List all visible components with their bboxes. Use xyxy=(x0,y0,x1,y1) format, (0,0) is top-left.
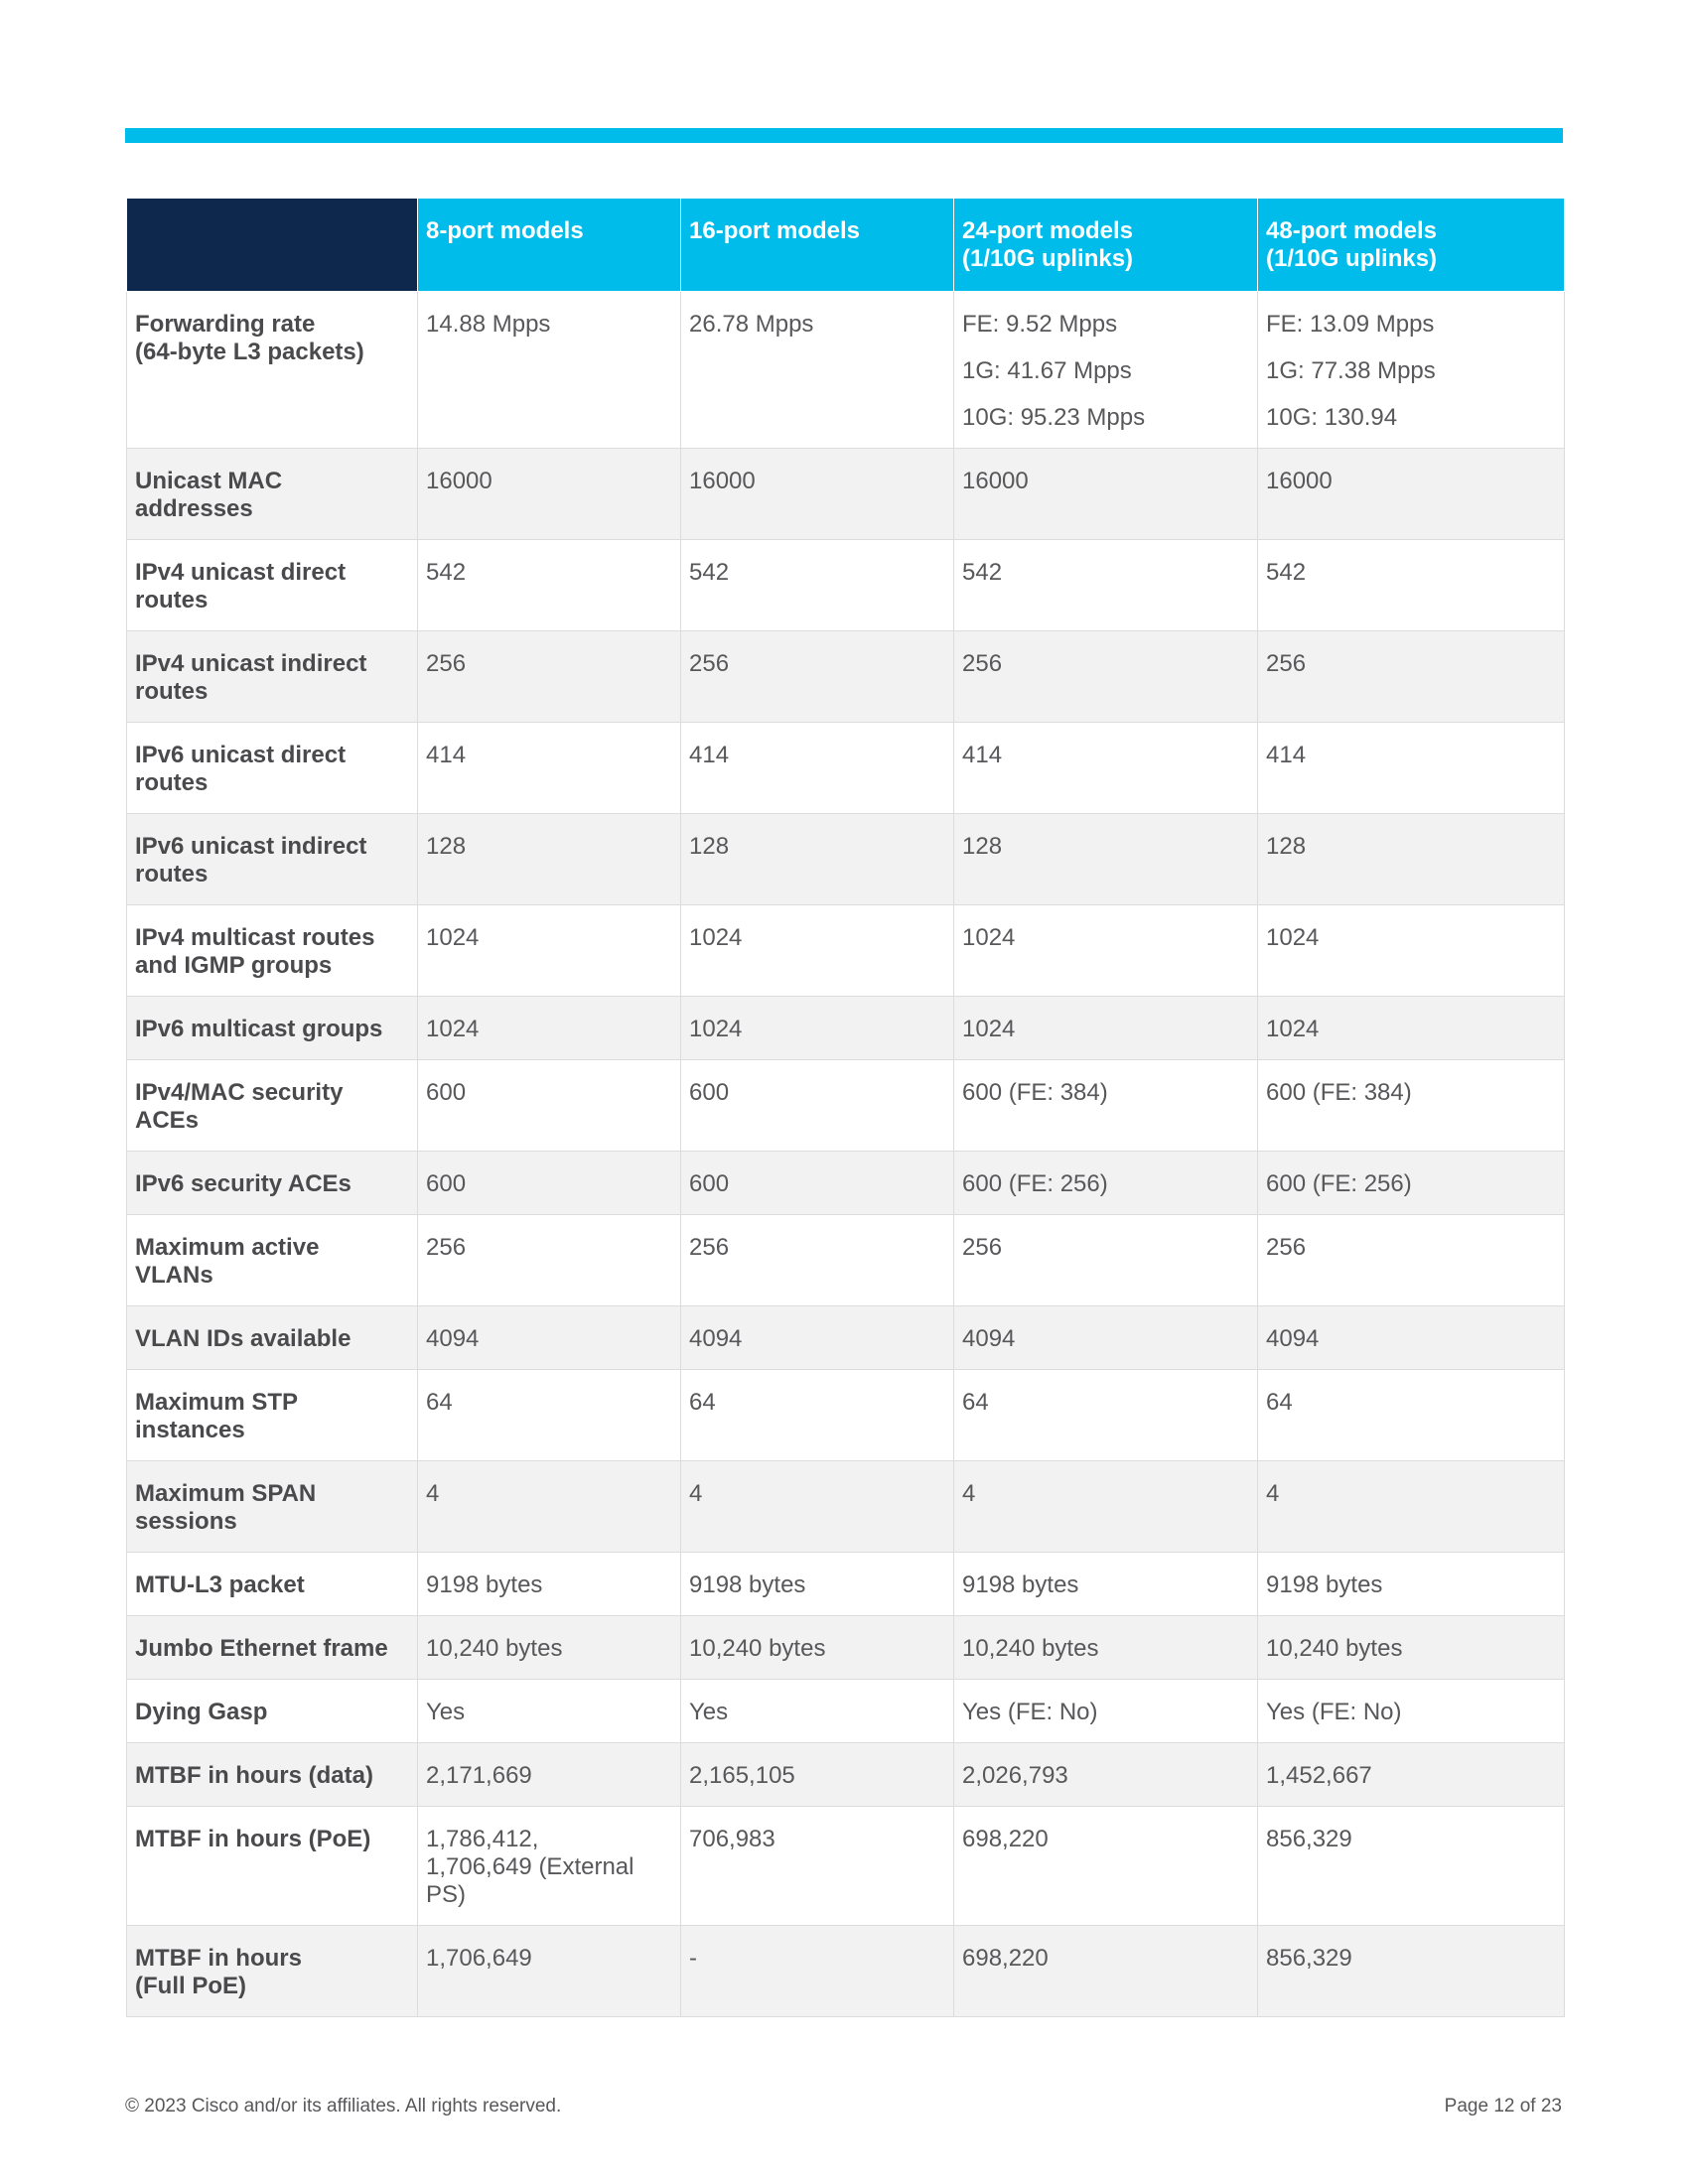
cell-value: 128 xyxy=(1258,814,1565,905)
header-8-port: 8-port models xyxy=(418,199,681,292)
cell-value: 414 xyxy=(1258,723,1565,814)
cell-value: 414 xyxy=(681,723,954,814)
row-label: MTBF in hours (data) xyxy=(127,1743,418,1807)
cell-value: 2,171,669 xyxy=(418,1743,681,1807)
table-row xyxy=(127,814,1565,905)
cell-value: 9198 bytes xyxy=(954,1553,1258,1616)
cell-value: 600 xyxy=(418,1152,681,1215)
cell-value: 14.88 Mpps xyxy=(418,292,681,449)
table-row xyxy=(127,723,1565,814)
cell-value: 1,452,667 xyxy=(1258,1743,1565,1807)
table-row xyxy=(127,1807,1565,1926)
cell-value: 9198 bytes xyxy=(418,1553,681,1616)
cell-value: 698,220 xyxy=(954,1926,1258,2017)
table-row xyxy=(127,1461,1565,1553)
cell-value: 2,026,793 xyxy=(954,1743,1258,1807)
table-row xyxy=(127,905,1565,997)
table-row xyxy=(127,1370,1565,1461)
row-label-forwarding-rate: Forwarding rate (64-byte L3 packets) xyxy=(127,292,418,449)
cell-value: 64 xyxy=(1258,1370,1565,1461)
row-label: IPv4 unicast direct routes xyxy=(127,540,418,631)
row-label: IPv6 security ACEs xyxy=(127,1152,418,1215)
cell-value: 4094 xyxy=(954,1306,1258,1370)
cell-line-fe: FE: 13.09 Mpps xyxy=(1266,311,1435,338)
cell-value: 10,240 bytes xyxy=(1258,1616,1565,1680)
cell-value: 4094 xyxy=(1258,1306,1565,1370)
cell-value: 9198 bytes xyxy=(681,1553,954,1616)
row-label: IPv4 unicast indirect routes xyxy=(127,631,418,723)
cell-value: 256 xyxy=(954,631,1258,723)
cell-value: 542 xyxy=(418,540,681,631)
row-label: Maximum STP instances xyxy=(127,1370,418,1461)
cell-value: 856,329 xyxy=(1258,1926,1565,2017)
table-row xyxy=(127,540,1565,631)
table-row xyxy=(127,1680,1565,1743)
cell-value: 856,329 xyxy=(1258,1807,1565,1926)
cell-value: 4 xyxy=(1258,1461,1565,1553)
cell-value: 4 xyxy=(418,1461,681,1553)
cell-value: 4 xyxy=(681,1461,954,1553)
cell-value: 600 xyxy=(681,1060,954,1152)
spec-table xyxy=(126,198,1565,2017)
table-row xyxy=(127,1743,1565,1807)
table-row xyxy=(127,449,1565,540)
table-row xyxy=(127,1616,1565,1680)
row-label: IPv6 unicast direct routes xyxy=(127,723,418,814)
row-label: IPv6 multicast groups xyxy=(127,997,418,1060)
header-16-port: 16-port models xyxy=(681,199,954,292)
row-label: Maximum active VLANs xyxy=(127,1215,418,1306)
cell-value: 64 xyxy=(681,1370,954,1461)
cell-value: 706,983 xyxy=(681,1807,954,1926)
top-accent-bar xyxy=(125,128,1563,143)
row-label: Dying Gasp xyxy=(127,1680,418,1743)
row-label: Jumbo Ethernet frame xyxy=(127,1616,418,1680)
cell-value: 542 xyxy=(1258,540,1565,631)
cell-value: 600 (FE: 256) xyxy=(954,1152,1258,1215)
cell-value: 1024 xyxy=(1258,997,1565,1060)
cell-value: 414 xyxy=(418,723,681,814)
cell-line-1g: 1G: 77.38 Mpps xyxy=(1266,357,1436,384)
table-row xyxy=(127,631,1565,723)
cell-value: 698,220 xyxy=(954,1807,1258,1926)
row-label: IPv4/MAC security ACEs xyxy=(127,1060,418,1152)
cell-value: Yes xyxy=(418,1680,681,1743)
cell-value: 256 xyxy=(1258,1215,1565,1306)
cell-value: 4 xyxy=(954,1461,1258,1553)
cell-value: 9198 bytes xyxy=(1258,1553,1565,1616)
cell-value: 16000 xyxy=(1258,449,1565,540)
cell-line-10g: 10G: 95.23 Mpps xyxy=(962,404,1146,431)
cell-value: 16000 xyxy=(681,449,954,540)
header-row xyxy=(127,199,1565,292)
cell-value: 600 (FE: 384) xyxy=(1258,1060,1565,1152)
header-corner xyxy=(127,199,418,292)
cell-value: 1024 xyxy=(954,905,1258,997)
cell-value: 1024 xyxy=(418,997,681,1060)
cell-value: 4094 xyxy=(681,1306,954,1370)
cell-line-1g: 1G: 41.67 Mpps xyxy=(962,357,1132,384)
cell-value: Yes xyxy=(681,1680,954,1743)
cell-value: 26.78 Mpps xyxy=(681,292,954,449)
cell-value: 1024 xyxy=(1258,905,1565,997)
cell-value: 600 xyxy=(418,1060,681,1152)
table-row xyxy=(127,997,1565,1060)
table-row xyxy=(127,1553,1565,1616)
cell-value-multiline xyxy=(954,292,1258,449)
cell-value: 256 xyxy=(681,631,954,723)
header-24-port: 24-port models (1/10G uplinks) xyxy=(954,199,1258,292)
cell-value: 600 (FE: 256) xyxy=(1258,1152,1565,1215)
cell-value: Yes (FE: No) xyxy=(954,1680,1258,1743)
cell-value: 600 xyxy=(681,1152,954,1215)
cell-value: 16000 xyxy=(418,449,681,540)
table-row xyxy=(127,1060,1565,1152)
cell-value: 256 xyxy=(681,1215,954,1306)
cell-value: Yes (FE: No) xyxy=(1258,1680,1565,1743)
cell-value: 10,240 bytes xyxy=(681,1616,954,1680)
cell-value: 64 xyxy=(418,1370,681,1461)
cell-value: - xyxy=(681,1926,954,2017)
cell-value: 600 (FE: 384) xyxy=(954,1060,1258,1152)
cell-value: 128 xyxy=(954,814,1258,905)
cell-value-multiline xyxy=(1258,292,1565,449)
cell-value: 1024 xyxy=(418,905,681,997)
cell-value: 10,240 bytes xyxy=(954,1616,1258,1680)
table-row xyxy=(127,1152,1565,1215)
cell-value: 1,706,649 xyxy=(418,1926,681,2017)
table-row xyxy=(127,292,1565,449)
cell-value: 414 xyxy=(954,723,1258,814)
cell-line-fe: FE: 9.52 Mpps xyxy=(962,311,1118,338)
header-48-port: 48-port models (1/10G uplinks) xyxy=(1258,199,1565,292)
table-row xyxy=(127,1306,1565,1370)
cell-value: 10,240 bytes xyxy=(418,1616,681,1680)
cell-value: 4094 xyxy=(418,1306,681,1370)
cell-value: 256 xyxy=(418,1215,681,1306)
cell-value: 256 xyxy=(418,631,681,723)
row-label: MTBF in hours (PoE) xyxy=(127,1807,418,1926)
row-label: MTU-L3 packet xyxy=(127,1553,418,1616)
row-label: MTBF in hours (Full PoE) xyxy=(127,1926,418,2017)
cell-line-10g: 10G: 130.94 xyxy=(1266,404,1398,431)
row-label: VLAN IDs available xyxy=(127,1306,418,1370)
cell-value: 542 xyxy=(681,540,954,631)
cell-value: 16000 xyxy=(954,449,1258,540)
footer-page-number: Page 12 of 23 xyxy=(1444,2096,1562,2116)
row-label: Unicast MAC addresses xyxy=(127,449,418,540)
cell-value: 128 xyxy=(681,814,954,905)
footer-copyright: © 2023 Cisco and/or its affiliates. All rights reserved. xyxy=(125,2096,562,2116)
cell-value: 1024 xyxy=(681,997,954,1060)
cell-value: 542 xyxy=(954,540,1258,631)
row-label: Maximum SPAN sessions xyxy=(127,1461,418,1553)
row-label: IPv6 unicast indirect routes xyxy=(127,814,418,905)
cell-value: 1024 xyxy=(954,997,1258,1060)
cell-value: 256 xyxy=(954,1215,1258,1306)
cell-value: 64 xyxy=(954,1370,1258,1461)
cell-value: 256 xyxy=(1258,631,1565,723)
cell-value: 1024 xyxy=(681,905,954,997)
table-row xyxy=(127,1926,1565,2017)
row-label: IPv4 multicast routes and IGMP groups xyxy=(127,905,418,997)
table-row xyxy=(127,1215,1565,1306)
cell-value: 2,165,105 xyxy=(681,1743,954,1807)
cell-value: 1,786,412, 1,706,649 (External PS) xyxy=(418,1807,681,1926)
cell-value: 128 xyxy=(418,814,681,905)
